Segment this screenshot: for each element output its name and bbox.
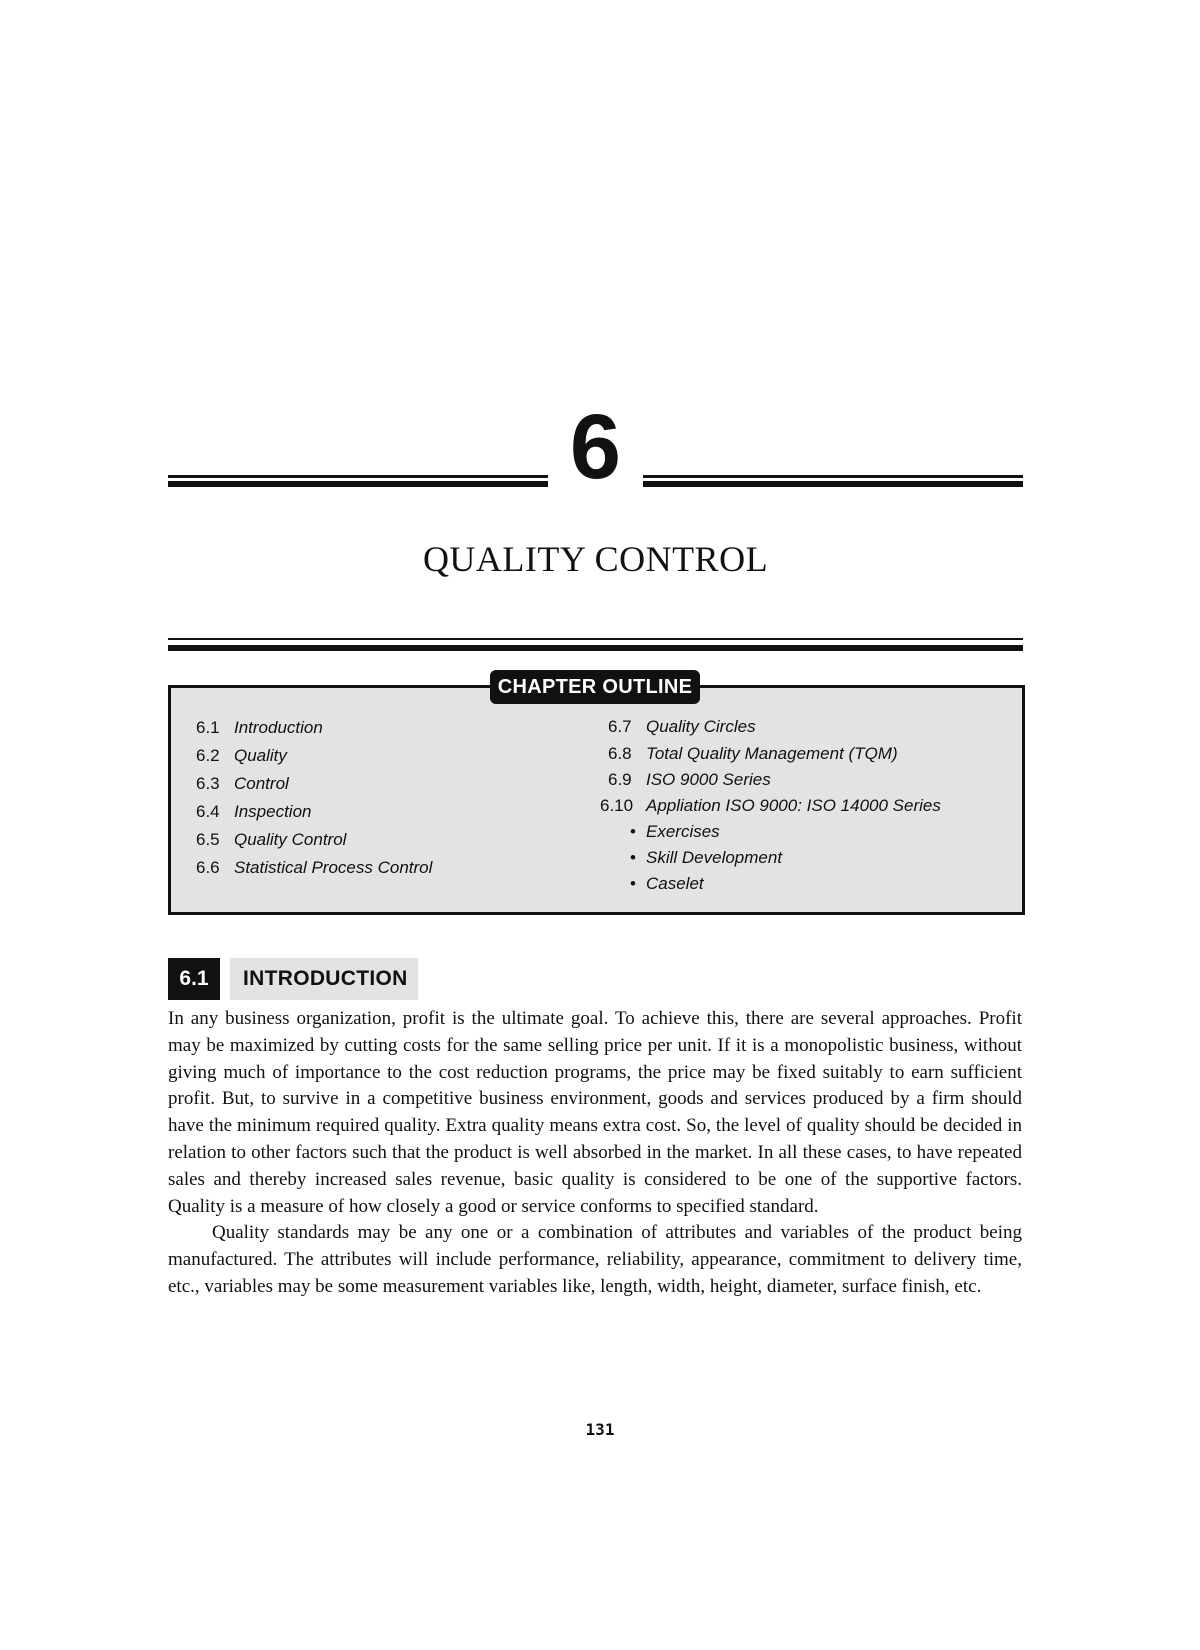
right-rule (643, 475, 1023, 487)
outline-item: 6.7 Quality Circles (608, 717, 756, 736)
outline-item: 6.4 Inspection (196, 802, 312, 821)
outline-item: 6.5 Quality Control (196, 830, 347, 849)
section-number: 6.1 (168, 958, 220, 1000)
outline-item: 6.10 Appliation ISO 9000: ISO 14000 Series (600, 796, 941, 815)
chapter-outline-label: CHAPTER OUTLINE (490, 670, 700, 704)
chapter-heading (168, 396, 1023, 498)
paragraph: Quality standards may be any one or a combination of attributes and variables of the product being manufactured. The attributes will include performance, reliability, appearance, commitment to delivery time, etc., variables may be some measurement variables like, length, width, height, diameter, surface finish, etc. (168, 1222, 1022, 1297)
outline-item: 6.2 Quality (196, 746, 287, 765)
outline-item: 6.3 Control (196, 774, 289, 793)
title-divider (168, 638, 1023, 651)
outline-item: 6.8 Total Quality Management (TQM) (608, 744, 898, 763)
outline-bullet-item: • Caselet (630, 874, 704, 893)
outline-item: 6.1 Introduction (196, 718, 323, 737)
outline-bullet-item: • Exercises (630, 822, 720, 841)
outline-bullet-item: • Skill Development (630, 848, 783, 867)
paragraph: In any business organization, profit is the ultimate goal. To achieve this, there are several approaches. Profit may be maximized by cutting costs for the same selling price per unit. If it is a monopolistic business, without giving much of importance to the cost reduction programs, the price may be fixed suitably to earn sufficient profit. But, to survive in a competitive business environment, goods and services produced by a firm should have the minimum required quality. Extra quality means extra cost. So, the level of quality should be decided in relation to other factors such that the product is well absorbed in the market. In all these cases, to have repeated sales and thereby increased sales revenue, basic quality is considered to be one of the supportive factors. Quality is a measure of how closely a good or service conforms to specified standard. (168, 1008, 1022, 1217)
outline-item: 6.9 ISO 9000 Series (608, 770, 771, 789)
chapter-title: QUALITY CONTROL (422, 539, 769, 579)
section-title: INTRODUCTION (230, 958, 418, 1000)
left-rule (168, 475, 548, 487)
outline-item: 6.6 Statistical Process Control (196, 858, 433, 877)
chapter-number: 6 (569, 396, 622, 498)
page-number: 131 (585, 1420, 615, 1439)
section-body (168, 1006, 1022, 1301)
